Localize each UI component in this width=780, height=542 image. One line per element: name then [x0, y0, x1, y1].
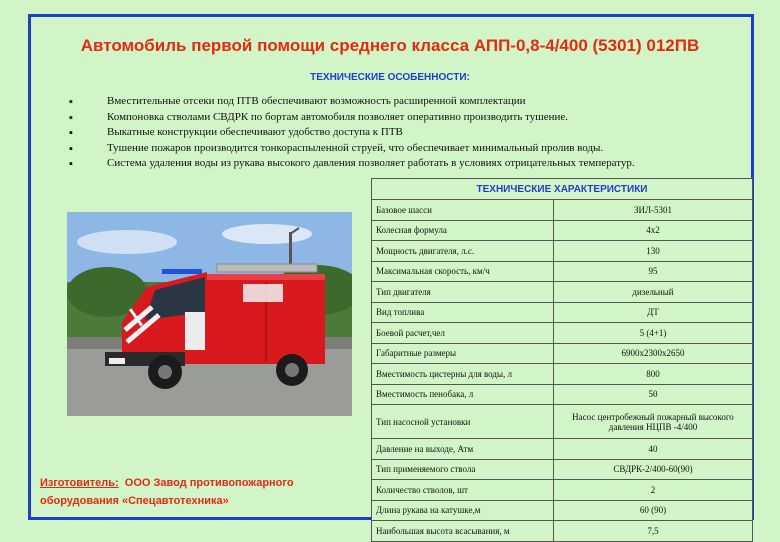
- fire-truck-illustration: [67, 212, 352, 416]
- table-row: [372, 282, 753, 303]
- spec-name: Вид топлива: [372, 302, 554, 323]
- table-row: [372, 323, 753, 344]
- table-row: [372, 480, 753, 501]
- specs-table: [371, 178, 753, 542]
- spec-name: Базовое шасси: [372, 200, 554, 221]
- bullet-icon: ▪: [69, 96, 73, 108]
- list-item: [66, 110, 756, 126]
- spec-name: Мощность двигателя, л.с.: [372, 241, 554, 262]
- table-row: [372, 439, 753, 460]
- manufacturer-name-line2: оборудования «Спецавтотехника»: [40, 495, 229, 507]
- table-row: [372, 343, 753, 364]
- spec-name: Вместимость пенобака, л: [372, 384, 554, 405]
- features-heading: ТЕХНИЧЕСКИЕ ОСОБЕННОСТИ:: [310, 72, 470, 83]
- spec-value: 40: [554, 439, 753, 460]
- feature-text: Вместительные отсеки под ПТВ обеспечивают возможность расширенной комплектации: [107, 95, 526, 107]
- spec-name: Давление на выходе, Атм: [372, 439, 554, 460]
- manufacturer-name: ООО Завод противопожарного: [124, 477, 294, 489]
- fire-truck-photo: [67, 212, 352, 416]
- list-item: [66, 141, 756, 157]
- spec-value: дизельный: [554, 282, 753, 303]
- spec-value: 60 (90): [554, 500, 753, 521]
- spec-value: ДТ: [554, 302, 753, 323]
- spec-value: 95: [554, 261, 753, 282]
- bullet-icon: ▪: [69, 158, 73, 170]
- table-row: [372, 302, 753, 323]
- page-title: Автомобиль первой помощи среднего класса АПП-0,8-4/400 (5301) 012ПВ: [80, 36, 700, 55]
- feature-text: Система удаления воды из рукава высокого давления позволяет работать в условиях отрицательных температур.: [107, 157, 635, 169]
- spec-value: 6900х2300х2650: [554, 343, 753, 364]
- spec-name: Вместимость цистерны для воды, л: [372, 364, 554, 385]
- feature-text: Выкатные конструкции обеспечивают удобство доступа к ПТВ: [107, 126, 403, 138]
- spec-name: Количество стволов, шт: [372, 480, 554, 501]
- specs-heading: ТЕХНИЧЕСКИЕ ХАРАКТЕРИСТИКИ: [372, 179, 753, 200]
- list-item: [66, 156, 756, 172]
- spec-value: 800: [554, 364, 753, 385]
- spec-name: Тип применяемого ствола: [372, 459, 554, 480]
- bullet-icon: ▪: [69, 142, 73, 155]
- features-list: [66, 94, 756, 172]
- spec-value: 7,5: [554, 521, 753, 542]
- spec-name: Тип двигателя: [372, 282, 554, 303]
- feature-text: Компоновка стволами СВДРК по бортам автомобиля позволяет оперативно производить тушение.: [107, 110, 569, 123]
- table-row: [372, 241, 753, 262]
- table-row: [372, 384, 753, 405]
- table-row: [372, 459, 753, 480]
- spec-name: Наибольшая высота всасывания, м: [372, 521, 554, 542]
- table-row: [372, 521, 753, 542]
- manufacturer-label: Изготовитель:: [40, 477, 119, 489]
- spec-value: 4х2: [554, 220, 753, 241]
- spec-value: 5 (4+1): [554, 323, 753, 344]
- table-row: [372, 364, 753, 385]
- table-row: [372, 200, 753, 221]
- spec-value: 2: [554, 480, 753, 501]
- spec-name: Габаритные размеры: [372, 343, 554, 364]
- manufacturer-block: [40, 474, 360, 510]
- spec-value: Насос центробежный пожарный высокого давления НЦПВ -4/400: [554, 405, 753, 439]
- spec-value: 50: [554, 384, 753, 405]
- spec-name: Боевой расчет,чел: [372, 323, 554, 344]
- table-header-row: [372, 179, 753, 200]
- bullet-icon: ▪: [69, 111, 73, 124]
- spec-name: Длина рукава на катушке,м: [372, 500, 554, 521]
- feature-text: Тушение пожаров производится тонкораспыленной струей, что обеспечивает минимальный пролив воды.: [107, 141, 604, 154]
- spec-name: Тип насосной установки: [372, 405, 554, 439]
- table-row: [372, 405, 753, 439]
- bullet-icon: ▪: [69, 127, 73, 139]
- spec-name: Колесная формула: [372, 220, 554, 241]
- spec-name: Максимальная скорость, км/ч: [372, 261, 554, 282]
- list-item: [66, 94, 756, 110]
- list-item: [66, 125, 756, 141]
- table-row: [372, 261, 753, 282]
- spec-value: ЗИЛ-5301: [554, 200, 753, 221]
- table-row: [372, 500, 753, 521]
- spec-value: СВДРК-2/400-60(90): [554, 459, 753, 480]
- table-row: [372, 220, 753, 241]
- spec-value: 130: [554, 241, 753, 262]
